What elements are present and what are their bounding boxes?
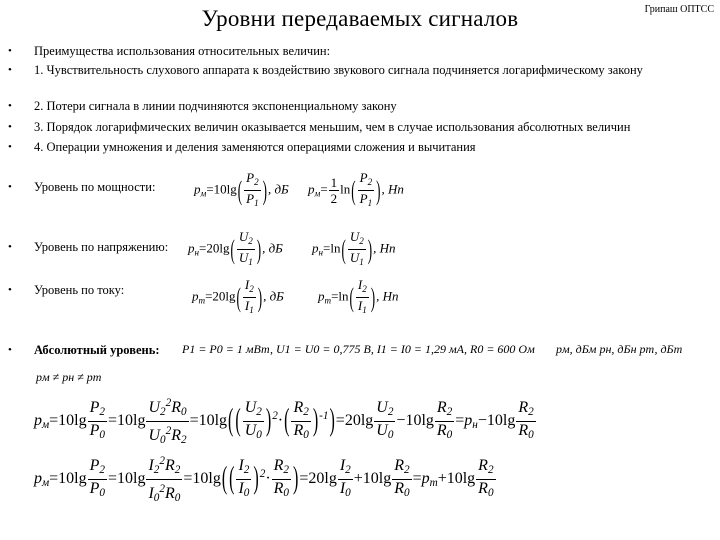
author-label: Грипаш ОПТСС: [644, 4, 714, 15]
formula-power-np: $p_м=$ $\frac{1}{2}$ ln( $\frac{P_2}{P_1}$ ), Нп: [308, 170, 404, 208]
formula-derivation-current: $p_м=10\lg$ $\frac{P_2}{P_0}$ =10lg $\frac{I_2^2R_2}{I_0^2R_0}$ =10lg( ( $\frac{I_2}{I_0}$ )$^2$· $\frac{R_2}{R_0}$ )=20lg $\frac{I_2}{I_0}$ +10lg $\frac{R_2}{R_0}$ $=p_т+10\lg$ $\frac{R_2}{R_0}$: [34, 452, 497, 507]
formula-voltage-np: $p_н=\ln$( $\frac{U_2}{U_1}$ ), Нп: [312, 229, 396, 267]
bullet-text: 3. Порядок логарифмических величин оказывается меньшим, чем в случае использования абсолютных величин: [34, 120, 631, 134]
formula-absolute-units: pм, дБм pн, дБн pт, дБт: [556, 342, 683, 356]
formula-current-np: $p_т=\ln$( $\frac{I_2}{I_1}$ ), Нп: [318, 277, 399, 315]
bullet-icon: •: [8, 181, 12, 193]
bullet-text: 4. Операции умножения и деления заменяются операциями сложения и вычитания: [34, 140, 476, 154]
bullet-text: 2. Потери сигнала в линии подчиняются экспоненциальному закону: [34, 99, 397, 113]
formula-derivation-voltage: $p_м=10\lg$ $\frac{P_2}{P_0}$ =10lg $\frac{U_2^2R_0}{U_0^2R_2}$ =10lg( ( $\frac{U_2}{U_0}$ )$^2$·( $\frac{R_2}{R_0}$ )$^{-1}$)=20lg $\frac{U_2}{U_0}$ −10lg $\frac{R_2}{R_0}$ $=p_н-10\lg$ $\frac{R_2}{R_0}$: [34, 394, 537, 449]
bullet-icon: •: [8, 344, 12, 356]
bullet-icon: •: [8, 100, 12, 112]
bullet-icon: •: [8, 45, 12, 57]
bullet-text: 1. Чувствительность слухового аппарата к воздействию звукового сигнала подчиняется логарифмическому закону: [34, 63, 643, 77]
bullet-icon: •: [8, 141, 12, 153]
formula-inequality: pм ≠ pн ≠ pт: [36, 370, 102, 384]
bullet-icon: •: [8, 64, 12, 76]
bullet-icon: •: [8, 284, 12, 296]
bullet-text: Уровень по напряжению:: [34, 240, 169, 254]
bullet-text: Преимущества использования относительных величин:: [34, 44, 331, 58]
formula-absolute-ref: P1 = P0 = 1 мВт, U1 = U0 = 0,775 В, I1 = I0 = 1,29 мА, R0 = 600 Ом: [182, 342, 535, 356]
formula-voltage-db: $p_н=20\lg$( $\frac{U_2}{U_1}$ ), дБ: [188, 229, 283, 267]
page-title: Уровни передаваемых сигналов: [201, 6, 519, 31]
formula-current-db: $p_т=20\lg$( $\frac{I_2}{I_1}$ ), дБ: [192, 277, 284, 315]
bullet-icon: •: [8, 241, 12, 253]
formula-power-db: $p_м=10\lg$( $\frac{P_2}{P_1}$ ), дБ: [194, 170, 289, 208]
bullet-text: Абсолютный уровень:: [34, 343, 160, 357]
bullet-icon: •: [8, 121, 12, 133]
bullet-text: Уровень по току:: [34, 283, 125, 297]
bullet-text: Уровень по мощности:: [34, 180, 156, 194]
